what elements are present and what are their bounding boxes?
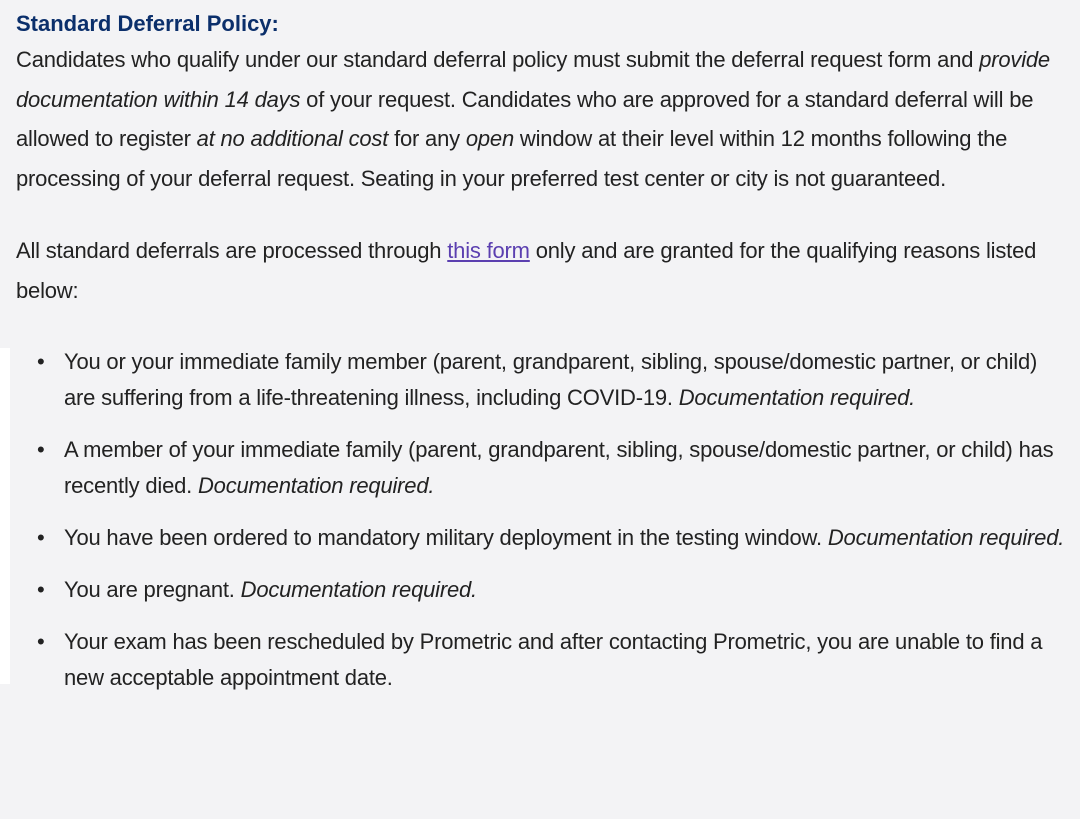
policy-text-3: for any — [388, 126, 466, 151]
policy-emphasis-3: open — [465, 126, 514, 151]
bullet-icon: • — [37, 437, 45, 462]
process-paragraph — [16, 231, 1066, 310]
process-text-after: only and are granted for the qualifying reasons listed below: — [16, 238, 1037, 303]
left-edge-bar — [0, 348, 10, 684]
reason-note: Documentation required. — [827, 525, 1065, 550]
reason-text: You or your immediate family member (parent, grandparent, sibling, spouse/domestic partner, or child) are suffering from a life-threatening illness, including COVID-19. — [64, 349, 1038, 410]
policy-text-4: window at their level within 12 months following the processing of your deferral request. Seating in your preferred test center or city is not guaranteed. — [16, 126, 1008, 191]
list-item — [16, 520, 1066, 556]
reason-text: You have been ordered to mandatory military deployment in the testing window. — [64, 525, 828, 550]
policy-text-1: Candidates who qualify under our standard deferral policy must submit the deferral request form and — [16, 47, 980, 72]
list-item — [16, 624, 1066, 696]
policy-content — [16, 8, 1066, 712]
section-heading: Standard Deferral Policy: — [16, 11, 279, 36]
deferral-form-link[interactable]: this form — [447, 238, 530, 263]
reason-text: You are pregnant. — [64, 577, 241, 602]
reason-note: Documentation required. — [240, 577, 477, 602]
reason-text: Your exam has been rescheduled by Prometric and after contacting Prometric, you are unable to find a new acceptable appointment date. — [64, 629, 1043, 690]
reason-note: Documentation required. — [678, 385, 916, 410]
list-item — [16, 344, 1066, 416]
policy-paragraph — [16, 40, 1066, 198]
qualifying-reasons-list — [16, 344, 1066, 696]
list-item — [16, 572, 1066, 608]
reason-note: Documentation required. — [197, 473, 435, 498]
bullet-icon: • — [37, 577, 45, 602]
bullet-icon: • — [37, 349, 45, 374]
bullet-icon: • — [37, 525, 45, 550]
reason-text: A member of your immediate family (parent, grandparent, sibling, spouse/domestic partner, or child) has recently died. — [64, 437, 1054, 498]
policy-text-2: of your request. Candidates who are approved for a standard deferral will be allowed to register — [16, 86, 1034, 151]
policy-emphasis-2: at no additional cost — [196, 126, 389, 151]
policy-emphasis-1: provide documentation within 14 days — [16, 47, 1050, 112]
process-text-before: All standard deferrals are processed through — [16, 238, 448, 263]
list-item — [16, 432, 1066, 504]
bullet-icon: • — [37, 629, 45, 654]
